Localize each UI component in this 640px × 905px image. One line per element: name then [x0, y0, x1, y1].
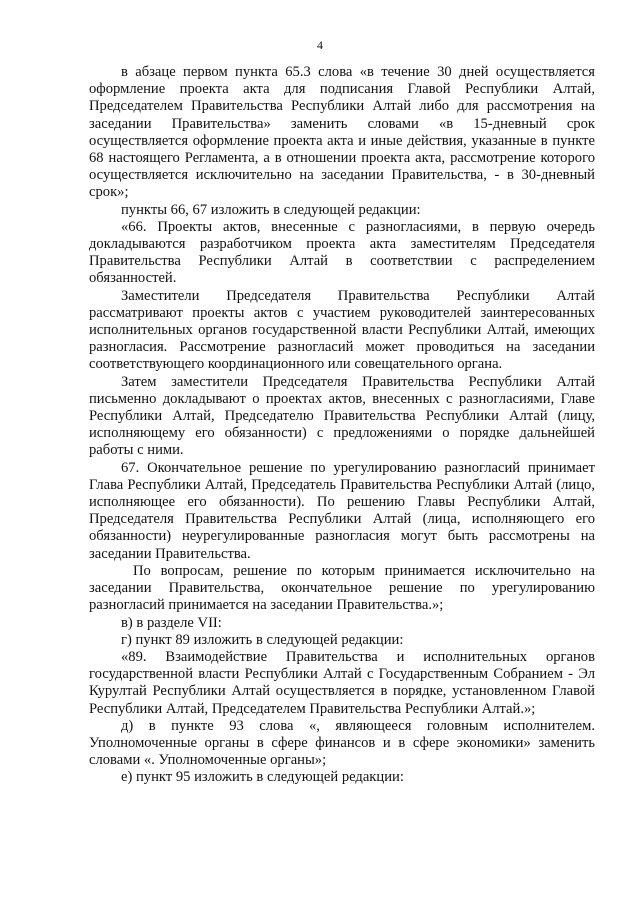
paragraph-item-95-intro: е) пункт 95 изложить в следующей редакции:: [121, 769, 404, 786]
paragraph-65-3-amendment: в абзаце первом пункта 65.3 слова «в течение 30 дней осуществляется оформление проекта акта для подписания Главой Республики Алтай, Председателем Правительства Республики Алтай либо для рассмотрения на заседании Правительства» заменить словами «в 15-дневный срок осуществляется оформление проекта акта и иные действия, указанные в пункте 68 настоящего Регламента, а в отношении проекта акта, рассмотрение которого осуществляется исключительно на заседании Правительства, - в 30-дневный срок»;: [89, 64, 595, 201]
paragraph-deputies-review: Заместители Председателя Правительства Республики Алтай рассматривают проекты актов с участием руководителей заинтересованных исполнительных органов государственной власти Республики Алтай, имеющих разногласия. Рассмотрение разногласий может проводиться на заседании соответствующего координационного или совещательного органа.: [89, 287, 595, 373]
paragraph-item-89-intro: г) пункт 89 изложить в следующей редакции:: [121, 631, 404, 648]
page-number: 4: [317, 38, 323, 52]
paragraph-item-89: «89. Взаимодействие Правительства и исполнительных органов государственной власти Республики Алтай с Государственным Собранием - Эл Курултай Республики Алтай осуществляется в порядке, установленном Главой Республики Алтай, Председателем Правительства Республики Алтай.»;: [89, 648, 595, 717]
paragraph-items-66-67-intro: пункты 66, 67 изложить в следующей редакции:: [121, 201, 421, 218]
paragraph-deputies-report: Затем заместители Председателя Правительства Республики Алтай письменно докладывают о проектах актов, внесенных с разногласиями, Главе Республики Алтай, Председателю Правительства Республики Алтай (лицу, исполняющему его обязанности) с предложениями о порядке дальнейшей работы с ними.: [89, 373, 595, 459]
document-body: [89, 64, 595, 787]
paragraph-item-66: «66. Проекты актов, внесенные с разногласиями, в первую очередь докладываются разработчиком проекта акта заместителям Председателя Правительства Республики Алтай в соответствии с распределением обязанностей.: [89, 218, 595, 287]
paragraph-government-decision: По вопросам, решение по которым принимается исключительно на заседании Правительства, окончательное решение по урегулированию разногласий принимается на заседании Правительства.»;: [89, 562, 595, 614]
paragraph-section-vii: в) в разделе VII:: [121, 614, 222, 631]
paragraph-item-67: 67. Окончательное решение по урегулированию разногласий принимает Глава Республики Алтай, Председатель Правительства Республики Алтай (лицо, исполняющее его обязанности). По решению Главы Республики Алтай, Председателя Правительства Республики Алтай (лица, исполняющего его обязанности) неурегулированные разногласия могут быть рассмотрены на заседании Правительства.: [89, 459, 595, 562]
paragraph-item-93-amendment: д) в пункте 93 слова «, являющееся головным исполнителем. Уполномоченные органы в сфере финансов и в сфере экономики» заменить словами «. Уполномоченные органы»;: [89, 717, 595, 769]
